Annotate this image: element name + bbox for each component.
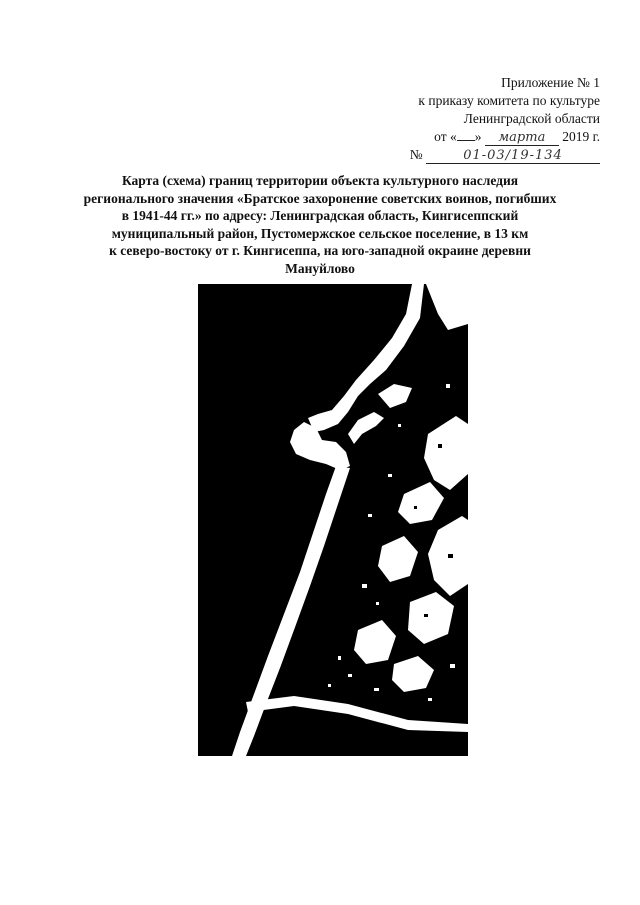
appendix-order-ref: к приказу комитета по культуре [418,93,600,108]
date-year: 2019 г. [562,129,600,144]
appendix-block [340,74,600,164]
date-mid: » [474,129,482,144]
document-title [60,172,580,277]
appendix-number: Приложение № 1 [501,75,600,90]
title-line-4: муниципальный район, Пустомержское сельское поселение, в 13 км [111,225,529,241]
map-svg [198,284,468,756]
appendix-order-number [340,146,600,164]
date-prefix: от « [434,129,457,144]
number-value: 01-03/19-134 [426,149,600,164]
title-line-2: регионального значения «Братское захоронение советских воинов, погибших [83,190,557,206]
title-line-1: Карта (схема) границ территории объекта культурного наследия [121,173,519,188]
appendix-region: Ленинградской области [463,111,600,126]
date-month: марта [485,131,559,146]
appendix-date [340,128,600,146]
title-line-5: к северо-востоку от г. Кингисеппа, на юго-западной окраине деревни [109,243,531,258]
title-line-6: Мануйлово [285,260,355,276]
date-day [457,140,475,141]
boundary-map-image [198,284,468,756]
title-line-3: в 1941-44 гг.» по адресу: Ленинградская область, Кингисеппский [121,208,519,223]
number-prefix: № [409,147,423,162]
